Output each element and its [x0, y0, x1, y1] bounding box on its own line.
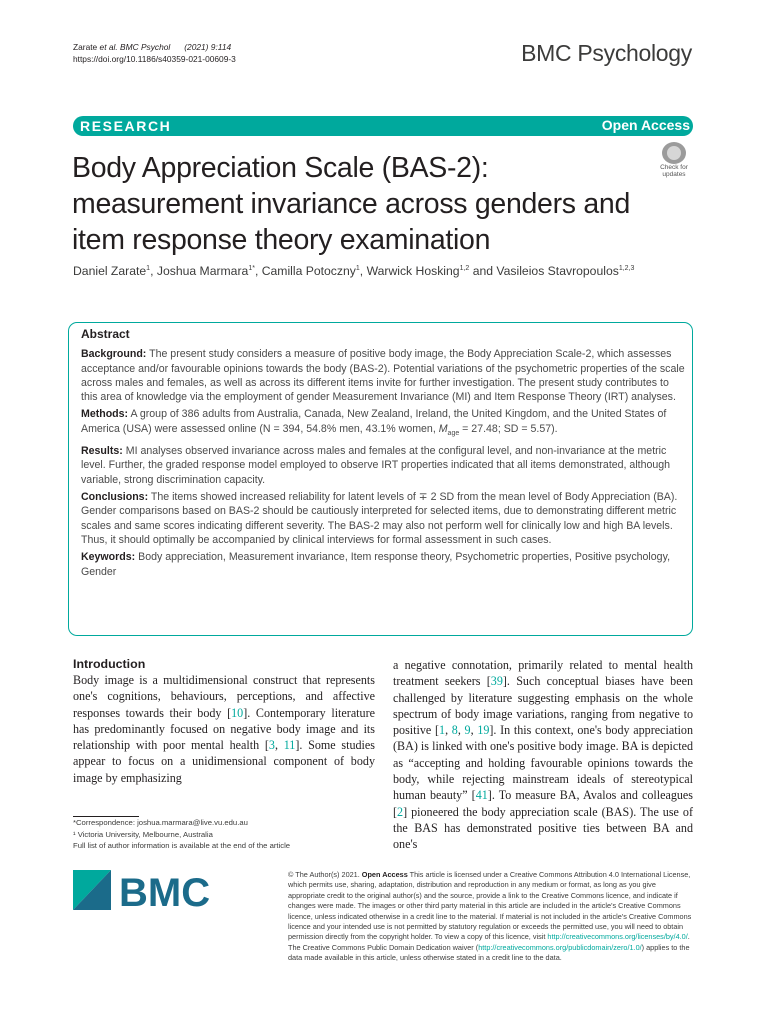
author-separator: ,	[254, 264, 262, 278]
author-separator: and	[469, 264, 497, 278]
citation-link[interactable]: 3	[268, 738, 275, 753]
methods-m: M	[438, 422, 448, 435]
results-label: Results:	[81, 445, 123, 458]
author-name: Daniel Zarate	[73, 264, 147, 278]
bmc-logo	[73, 866, 213, 914]
body-column-right	[393, 657, 693, 853]
conclusions-text: The items showed increased reliability for latent levels of ∓ 2 SD from the mean level of Body Appreciation (BA). Gender comparisons based on BAS-2 should be cautiously interpreted for selected items, due to demonstrating different metric scales and same scores indicating different severity. The BAS-2 may also not perform well for clinically low and high BA levels. Thus, it should optimally be accompanied by clinical interviews for formal assessment in such cases.	[81, 491, 678, 546]
intro-paragraph-continued: a negative connotation, primarily related to mental health treatment seekers [39]. Such conceptual biases have been challenged by literature suggesting emphasis on the whole spectrum of body image variations, ranging from negative to positive [1, 8, 9, 19]. In this context, one's body appreciation (BA) is linked with one's positive body image. BA is depicted as “accepting and holding favourable opinions towards the body, while rejecting mainstream ideals of stereotypical human beauty” [41]. To measure BA, Avalos and colleagues [2] pioneered the body appreciation scale (BAS). The use of the BAS has demonstrated positive ties between BA and one's	[393, 658, 694, 852]
author-info-note: Full list of author information is available at the end of the article	[73, 841, 291, 850]
results-text: MI analyses observed invariance across males and females at the configural level, and non-invariance at the metric level. Further, the graded response model employed to observe IRT properties indicated that all items demonstrated, although variable, strong discrimination capacity.	[81, 445, 671, 486]
license-link[interactable]: http://creativecommons.org/licenses/by/4.0/	[547, 932, 688, 942]
license-body: . The Creative Commons Public Domain Dedication waiver (	[288, 932, 690, 952]
citation-header	[73, 41, 236, 65]
journal-name: BMC Psychology	[521, 40, 692, 66]
check-updates-line1: Check for	[660, 164, 688, 171]
citation-journal: et al. BMC Psychol	[99, 42, 171, 52]
open-access-label: Open Access	[601, 117, 690, 133]
intro-text: ] pioneered the body appreciation scale (BAS). The use of the BAS has demonstrated positive ties between BA and one's	[393, 804, 693, 852]
author-name: Vasileios Stavropoulos	[496, 264, 619, 278]
keywords-text: Body appreciation, Measurement invariance, Item response theory, Psychometric properties, Positive psychology, Gender	[81, 551, 671, 578]
citation-link[interactable]: 8	[451, 723, 458, 738]
intro-text: ,	[274, 738, 284, 753]
author-affiliation: 1,2,3	[618, 264, 635, 272]
abstract-methods	[81, 407, 685, 441]
abstract-results	[81, 444, 685, 487]
abstract-keywords	[81, 550, 685, 579]
intro-paragraph	[73, 672, 375, 786]
intro-text: ]. Such conceptual biases have been challenged by literature suggesting emphasis on the whole spectrum of body image variations, ranging from negative to positive [	[393, 674, 693, 738]
citation-link[interactable]: 10	[231, 705, 244, 720]
background-text: The present study considers a measure of positive body image, the Body Appreciation Scale-2, which assesses acceptance and/or favourable opinions towards the body (BAS-2). Potential variations of the psychometric properties of the scale across males and females, as well as across its different items invite for further investigation. The present study contributes to this area of knowledge via the employment of gender Measurement Invariance (MI) and Item Response Theory (IRT) analyses.	[81, 348, 685, 404]
citation-link[interactable]: 2	[397, 804, 404, 819]
section-heading-introduction: Introduction	[73, 657, 146, 671]
bmc-logo-icon	[73, 866, 213, 914]
citation-link[interactable]: 11	[283, 738, 296, 753]
author-list	[73, 264, 634, 278]
intro-text: a negative connotation, primarily related to mental health treatment seekers [	[393, 658, 693, 689]
abstract-heading: Abstract	[81, 327, 130, 341]
methods-label: Methods:	[81, 408, 129, 421]
license-copyright: © The Author(s) 2021.	[288, 870, 362, 879]
intro-text: ]. Some studies appear to focus on a unidimensional component of body image by emphasizing	[73, 738, 375, 785]
author-affiliation: 1*	[248, 264, 255, 272]
bmc-logo-text: BMC	[119, 871, 211, 914]
intro-text: ]. To measure BA, Avalos and colleagues [	[393, 788, 693, 819]
citation-link[interactable]: 9	[464, 723, 471, 738]
affiliation-note: ¹ Victoria University, Melbourne, Australia	[73, 829, 213, 839]
methods-text: A group of 386 adults from Australia, Canada, New Zealand, Ireland, the United Kingdom, and the United States of America (USA) were assessed online (N = 394, 54.8% men, 43.1% women,	[81, 408, 667, 435]
author-separator: ,	[150, 264, 157, 278]
author-affiliation: 1	[355, 264, 360, 272]
section-label: RESEARCH	[80, 118, 172, 134]
author-affiliation: 1,2	[459, 264, 470, 272]
correspondence-note: *Correspondence: joshua.marmara@live.vu.edu.au	[73, 818, 248, 827]
abstract-background	[81, 347, 685, 404]
author-name: Camilla Potoczny	[261, 264, 356, 278]
license-body: This article is licensed under a Creative Commons Attribution 4.0 International License, which permits use, sharing, adaptation, distribution and reproduction in any medium or format, as long as you give appropriate credit to the original author(s) and the source, provide a link to the Creative Commons licence, and indicate if changes were made. The images or other third party material in this article are included in the article's Creative Commons licence, unless indicated otherwise in a credit line to the material. If material is not included in the article's Creative Commons licence and your intended use is not permitted by statutory regulation or exceeds the permitted use, you will need to obtain permission directly from the copyright holder. To view a copy of this licence, visit	[288, 870, 692, 942]
check-for-updates-badge[interactable]	[654, 142, 694, 182]
author-affiliation: 1	[146, 264, 151, 272]
license-open-access: Open Access	[361, 870, 408, 879]
keywords-label: Keywords:	[81, 551, 136, 564]
author-name: Warwick Hosking	[366, 264, 460, 278]
check-updates-icon	[662, 142, 686, 164]
citation-author: Zarate	[73, 42, 100, 52]
citation-link[interactable]: 19	[477, 723, 490, 738]
body-column-left	[73, 656, 375, 786]
check-updates-line2: updates	[662, 171, 686, 178]
intro-text: Body image is a multidimensional construct that represents one's cognitions, behaviours, perceptions, and affective responses towards their body [	[73, 673, 375, 720]
background-label: Background:	[81, 348, 147, 361]
methods-text-end: = 27.48; SD = 5.57).	[459, 422, 558, 435]
citation-link[interactable]: 39	[490, 674, 503, 689]
intro-text: ]. Contemporary literature has predominantly focused on negative body image and its relationship with poor mental health [	[73, 705, 375, 753]
license-text	[288, 870, 694, 964]
abstract	[81, 327, 685, 582]
article-title: Body Appreciation Scale (BAS-2): measurement invariance across genders and item response theory examination	[72, 152, 631, 256]
methods-sub: age	[447, 429, 460, 437]
citation-year: (2021) 9:114	[184, 42, 232, 52]
conclusions-label: Conclusions:	[81, 491, 149, 504]
citation-link[interactable]: 41	[475, 788, 488, 803]
author-separator: ,	[359, 264, 367, 278]
abstract-conclusions	[81, 490, 685, 547]
author-name: Joshua Marmara	[156, 264, 249, 278]
license-body: ) applies to the data made available in this article, unless otherwise stated in a credit line to the data.	[288, 942, 690, 963]
doi-link[interactable]: https://doi.org/10.1186/s40359-021-00609-3	[73, 54, 236, 64]
footnotes	[73, 817, 290, 852]
intro-text: ]. In this context, one's body appreciation (BA) is linked with one's positive body image. BA is depicted as “accepting and holding favourable opinions towards the body, while rejecting mainstream ideals of stereotypical human beauty” [	[393, 723, 694, 803]
public-domain-link[interactable]: http://creativecommons.org/publicdomain/zero/1.0/	[478, 942, 642, 952]
citation-link[interactable]: 1	[439, 723, 446, 738]
